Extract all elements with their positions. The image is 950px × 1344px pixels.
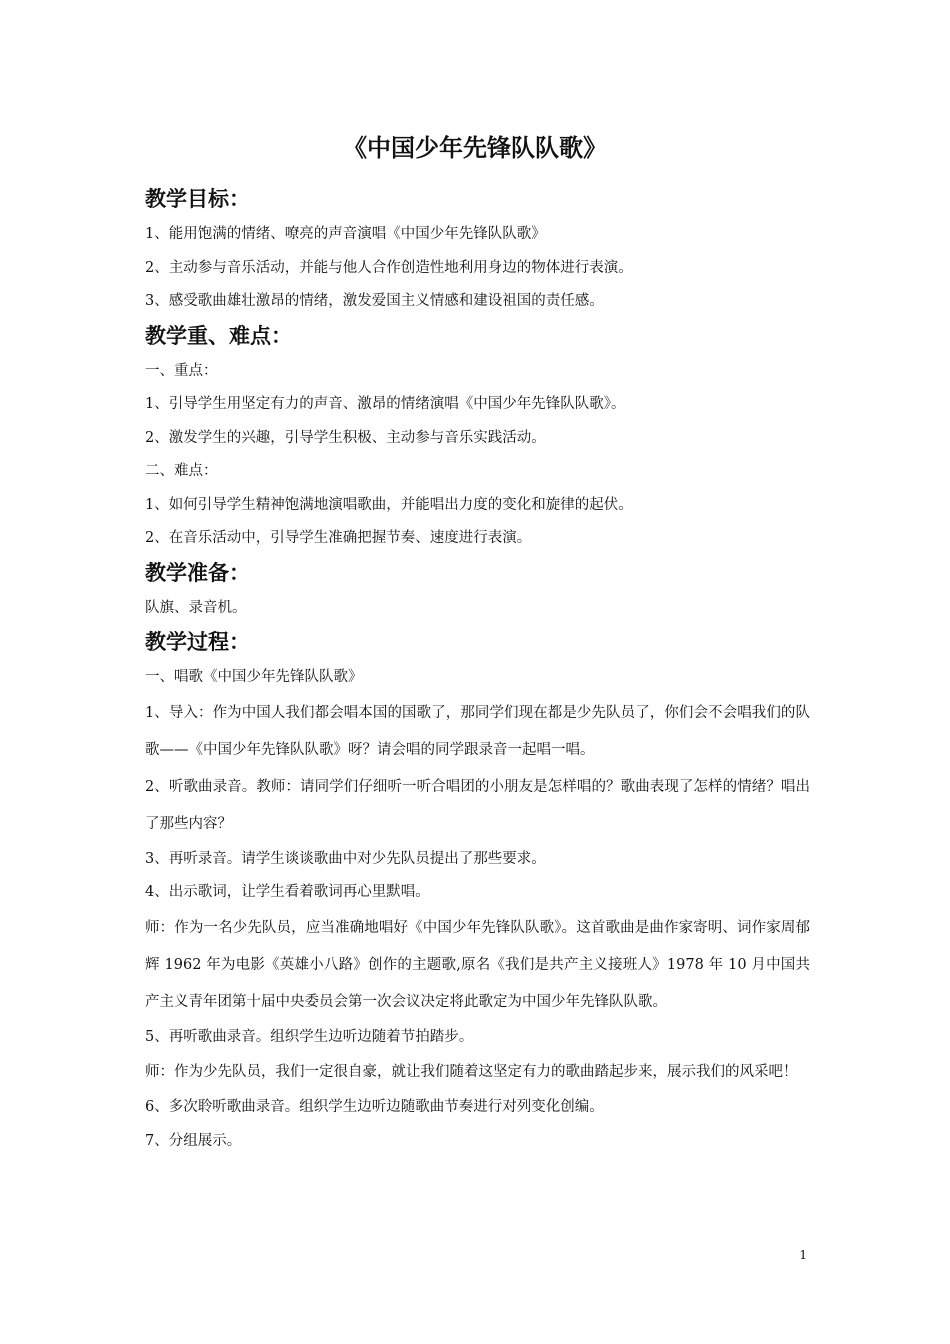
process-step: 7、分组展示。 <box>145 1132 242 1149</box>
teacher-remark: 师：作为一名少先队员，应当准确地唱好《中国少年先锋队队歌》。这首歌曲是曲作家寄明、词作家周郁辉 1962 年为电影《英雄小八路》创作的主题歌,原名《我们是共产主义接班人》1978 年 10 月中国共产主义青年团第十届中央委员会第一次会议决定将此歌定为中国少年先锋队队歌。 <box>145 919 810 1010</box>
key-point-item: 1、引导学生用坚定有力的声音、激昂的情绪演唱《中国少年先锋队队歌》。 <box>145 396 626 412</box>
process-step: 2、听歌曲录音。教师：请同学们仔细听一听合唱团的小朋友是怎样唱的？歌曲表现了怎样的情绪？唱出了那些内容？ <box>145 778 810 832</box>
process-heading: 教学过程： <box>145 630 250 654</box>
document-body <box>145 182 810 1158</box>
key-points-subheading: 一、重点： <box>145 362 218 379</box>
objective-item: 3、感受歌曲雄壮激昂的情绪，激发爱国主义情感和建设祖国的责任感。 <box>145 293 604 309</box>
process-step: 1、导入：作为中国人我们都会唱本国的国歌了，那同学们现在都是少先队员了，你们会不会唱我们的队歌——《中国少年先锋队队歌》呀？请会唱的同学跟录音一起唱一唱。 <box>145 704 810 758</box>
process-step: 3、再听录音。请学生谈谈歌曲中对少先队员提出了那些要求。 <box>145 850 546 867</box>
difficulty-item: 1、如何引导学生精神饱满地演唱歌曲，并能唱出力度的变化和旋律的起伏。 <box>145 496 633 513</box>
difficulty-item: 2、在音乐活动中，引导学生准确把握节奏、速度进行表演。 <box>145 530 532 546</box>
key-point-item: 2、激发学生的兴趣，引导学生积极、主动参与音乐实践活动。 <box>145 429 546 446</box>
process-intro: 一、唱歌《中国少年先锋队队歌》 <box>145 669 363 685</box>
objectives-heading: 教学目标： <box>145 187 250 211</box>
difficulty-subheading: 二、难点： <box>145 463 218 479</box>
process-step: 4、出示歌词，让学生看着歌词再心里默唱。 <box>145 884 430 900</box>
teacher-remark: 师：作为少先队员，我们一定很自豪，就让我们随着这坚定有力的歌曲踏起步来，展示我们的风采吧！ <box>145 1064 798 1080</box>
objective-item: 2、主动参与音乐活动，并能与他人合作创造性地利用身边的物体进行表演。 <box>145 259 633 276</box>
preparation-text: 队旗、录音机。 <box>145 599 247 616</box>
objective-item: 1、能用饱满的情绪、嘹亮的声音演唱《中国少年先锋队队歌》 <box>145 226 546 242</box>
key-points-heading: 教学重、难点： <box>145 323 292 348</box>
process-step: 5、再听歌曲录音。组织学生边听边随着节拍踏步。 <box>145 1028 474 1045</box>
process-step: 6、多次聆听歌曲录音。组织学生边听边随歌曲节奏进行对列变化创编。 <box>145 1099 604 1115</box>
page-number: 1 <box>799 1248 807 1262</box>
preparation-heading: 教学准备： <box>145 560 250 585</box>
document-title: 《中国少年先锋队队歌》 <box>343 134 607 162</box>
